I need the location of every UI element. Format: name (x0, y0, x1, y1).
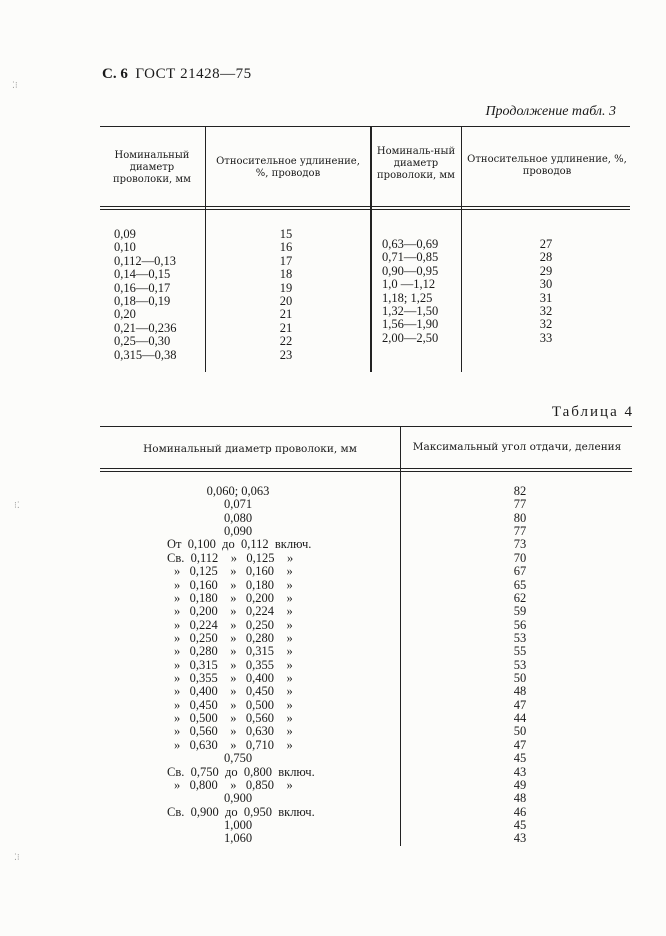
table3-top-rule (100, 126, 630, 127)
table4-value-cell: 48 (513, 791, 527, 806)
table4-value-cell: 73 (513, 537, 527, 552)
table4-value-cell: 82 (513, 484, 527, 498)
table4-value-cell: 70 (513, 550, 527, 565)
table4-value-cell: 44 (513, 711, 527, 726)
table4-diameter-cell: » 0,125 » 0,160 » (174, 564, 293, 579)
table4-value-cell: 59 (513, 604, 527, 619)
table3-value-cell: 20 (279, 294, 293, 308)
table3-value-cell: 21 (279, 320, 293, 335)
table3-header-diameter: Номинальный диаметр проволоки, мм (113, 150, 191, 185)
table4-value-cell: 53 (513, 657, 527, 672)
table4-header-diameter: Номинальный диаметр проволоки, мм (143, 443, 357, 455)
table4-diameter-cell: » 0,200 » 0,224 » (174, 604, 293, 619)
page-number: С. 6 (102, 66, 128, 82)
table3-diameter-cell: 2,00—2,50 (382, 330, 439, 345)
table4-diameter-cell: 0,080 (223, 510, 253, 525)
table4-value-cell: 77 (513, 497, 527, 512)
table4-value-cell: 46 (513, 804, 527, 819)
table4-value-cell: 62 (513, 590, 527, 605)
table4-value-cell: 45 (513, 818, 527, 832)
table3-value-cell: 16 (279, 240, 293, 255)
table3-value-cell: 31 (539, 290, 553, 305)
table4-diameter-cell: » 0,280 » 0,315 » (174, 644, 293, 659)
table4-diameter-cell: » 0,355 » 0,400 » (174, 671, 293, 686)
table3-diameter-cell: 0,10 (114, 240, 136, 255)
table3-diameter-cell: 0,18—0,19 (114, 294, 171, 308)
scan-mark: ⁚⁝ (14, 852, 20, 862)
table4-diameter-cell: Св. 0,750 до 0,800 включ. (167, 764, 315, 779)
table3-header-elongation-right: Относительное удлинение, %, проводов (467, 154, 627, 177)
table3-diameter-cell: 0,90—0,95 (382, 263, 439, 278)
table3-value-cell: 15 (279, 227, 293, 241)
table3-value-cell: 32 (539, 317, 553, 332)
table4-diameter-cell: 1,000 (223, 818, 253, 832)
table4-diameter-cell: » 0,450 » 0,500 » (174, 697, 293, 712)
table3-header-elongation: Относительное удлинение, %, проводов (216, 156, 360, 179)
table3-header-rule (100, 206, 630, 207)
table4-value-cell: 45 (513, 751, 527, 766)
table3-diameter-cell: 0,71—0,85 (382, 250, 439, 265)
table4-value-cell: 77 (513, 524, 527, 539)
table4-diameter-cell: » 0,800 » 0,850 » (174, 777, 293, 792)
table4-value-cell: 48 (513, 684, 527, 699)
page-header (102, 66, 252, 83)
table4-diameter-cell: » 0,224 » 0,250 » (174, 617, 293, 632)
table4-value-cell: 80 (513, 510, 527, 525)
table4-diameter-cell: » 0,315 » 0,355 » (174, 657, 293, 672)
table4-diameter-cell: От 0,100 до 0,112 включ. (167, 537, 312, 552)
table3-value-cell: 32 (539, 304, 553, 318)
table4-value-cell: 53 (513, 630, 527, 645)
table4-value-cell: 65 (513, 577, 527, 592)
table4-diameter-cell: » 0,630 » 0,710 » (174, 737, 293, 752)
table3-diameter-cell: 0,16—0,17 (114, 280, 171, 295)
table4-diameter-cell: 1,060 (223, 831, 253, 846)
table3-col-divider-2 (370, 126, 372, 372)
table4-header-rule (100, 468, 632, 469)
table4-diameter-cell: » 0,160 » 0,180 » (174, 577, 293, 592)
table3-value-cell: 18 (279, 267, 293, 282)
table4-header-rule-double (100, 471, 632, 472)
table4-top-rule (100, 426, 632, 427)
table3-diameter-cell: 1,32—1,50 (382, 304, 439, 318)
table3-diameter-cell: 0,14—0,15 (114, 267, 171, 282)
table4-value-cell: 55 (513, 644, 527, 659)
table3-diameter-cell: 0,112—0,13 (114, 253, 177, 268)
table3-header-diameter-right: Номиналь-ный диаметр проволоки, мм (376, 146, 456, 181)
table3-value-cell: 22 (279, 334, 293, 349)
standard-number: ГОСТ 21428—75 (135, 66, 252, 82)
table4-value-cell: 50 (513, 724, 527, 739)
table4-value-cell: 43 (513, 831, 527, 846)
scan-mark: ⁝⁚ (14, 500, 20, 510)
table4-value-cell: 43 (513, 764, 527, 779)
table4-diameter-cell: Св. 0,112 » 0,125 » (167, 550, 294, 565)
table3-value-cell: 30 (539, 277, 553, 292)
table3-value-cell: 17 (279, 253, 293, 268)
table4-diameter-cell: 0,060; 0,063 (206, 484, 270, 498)
table3-value-cell: 21 (279, 307, 293, 322)
table4-diameter-cell: » 0,560 » 0,630 » (174, 724, 293, 739)
table3-col-divider-1 (205, 126, 206, 372)
table4-value-cell: 49 (513, 777, 527, 792)
table4-diameter-cell: » 0,400 » 0,450 » (174, 684, 293, 699)
table4-diameter-cell: 0,090 (223, 524, 253, 539)
scan-mark: ⁚⁝ (12, 80, 18, 90)
table3-value-cell: 33 (539, 330, 553, 345)
table3-diameter-cell: 0,315—0,38 (114, 347, 177, 362)
table3-value-cell: 28 (539, 250, 553, 265)
table4-value-cell: 47 (513, 737, 527, 752)
table4-title: Таблица 4 (551, 404, 634, 420)
table4-diameter-cell: » 0,500 » 0,560 » (174, 711, 293, 726)
table4-diameter-cell: 0,900 (223, 791, 253, 806)
table3-diameter-cell: 0,21—0,236 (114, 320, 177, 335)
table3-diameter-cell: 0,25—0,30 (114, 334, 171, 349)
table4-diameter-cell: Св. 0,900 до 0,950 включ. (167, 804, 315, 819)
table3-header-rule-double (100, 209, 630, 210)
table3-col-divider-3 (461, 126, 462, 372)
table3-diameter-cell: 1,18; 1,25 (382, 290, 433, 305)
table4-value-cell: 67 (513, 564, 527, 579)
table4-diameter-cell: » 0,180 » 0,200 » (174, 590, 293, 605)
table4-value-cell: 56 (513, 617, 527, 632)
table3-diameter-cell: 1,56—1,90 (382, 317, 439, 332)
table3-diameter-cell: 0,20 (114, 307, 136, 322)
table4-value-cell: 50 (513, 671, 527, 686)
table3-value-cell: 23 (279, 347, 293, 362)
table3-continuation-label: Продолжение табл. 3 (485, 104, 616, 119)
table3-diameter-cell: 1,0 —1,12 (382, 277, 436, 292)
table3-diameter-cell: 0,63—0,69 (382, 237, 439, 251)
table4-diameter-cell: 0,750 (223, 751, 253, 766)
table3-diameter-cell: 0,09 (114, 227, 136, 241)
table4-value-cell: 47 (513, 697, 527, 712)
table4-diameter-cell: » 0,250 » 0,280 » (174, 630, 293, 645)
table3-value-cell: 19 (279, 280, 293, 295)
table4-diameter-cell: 0,071 (223, 497, 253, 512)
table3-value-cell: 27 (539, 237, 553, 251)
table4-header-angle: Максимальный угол отдачи, деления (412, 441, 622, 453)
table3-value-cell: 29 (539, 263, 553, 278)
